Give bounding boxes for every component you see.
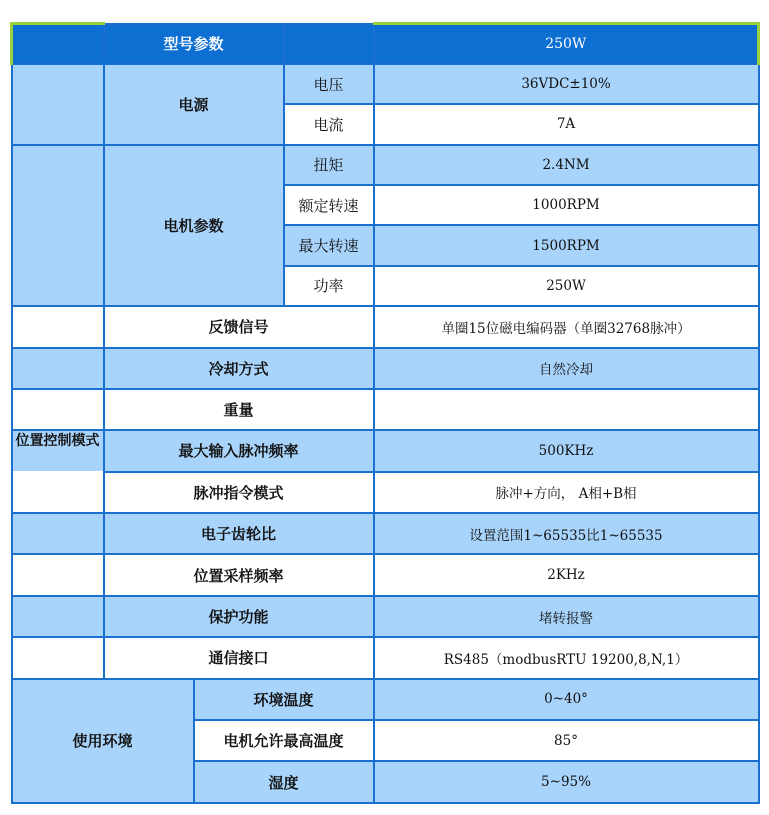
row-label: 电流 (284, 104, 374, 144)
row-value: 0~40° (374, 679, 759, 720)
feedback-label: 反馈信号 (104, 306, 374, 347)
row-value: 250W (374, 266, 759, 306)
row-label: 电压 (284, 64, 374, 104)
feedback-value: 单圈15位磁电编码器（单圈32768脉冲） (374, 306, 759, 347)
row-label: 湿度 (194, 761, 374, 803)
power-label: 电源 (104, 64, 284, 145)
row-label: 最大输入脉冲频率 (104, 430, 374, 471)
row-value: 设置范围1~65535比1~65535 (374, 513, 759, 554)
row-value: 2.4NM (374, 145, 759, 185)
row-value: 85° (374, 720, 759, 761)
table-row (12, 348, 759, 389)
row-value: 5~95% (374, 761, 759, 803)
cooling-value: 自然冷却 (374, 348, 759, 389)
row-label: 电子齿轮比 (104, 513, 374, 554)
row-value: 1000RPM (374, 185, 759, 225)
spec-table (10, 22, 760, 804)
header-row (12, 24, 759, 64)
table-row (12, 554, 759, 595)
table-row (12, 389, 759, 430)
environment-label: 使用环境 (12, 679, 194, 803)
row-value: 2KHz (374, 554, 759, 595)
row-value: 7A (374, 104, 759, 144)
weight-label: 重量 (104, 389, 374, 430)
protection-label: 保护功能 (104, 596, 374, 637)
row-label: 脉冲指令模式 (104, 472, 374, 513)
row-value: 36VDC±10% (374, 64, 759, 104)
row-label: 额定转速 (284, 185, 374, 225)
communication-label: 通信接口 (104, 637, 374, 678)
row-label: 电机允许最高温度 (194, 720, 374, 761)
row-label: 功率 (284, 266, 374, 306)
table-row (12, 145, 759, 185)
row-value: 脉冲+方向， A相+B相 (374, 472, 759, 513)
row-value: 1500RPM (374, 225, 759, 265)
position-control-label: 位置控制模式 (12, 430, 104, 471)
table-row (12, 596, 759, 637)
table-row (12, 64, 759, 104)
table-row (12, 306, 759, 347)
header-value: 250W (374, 24, 759, 64)
row-label: 最大转速 (284, 225, 374, 265)
table-row (12, 430, 759, 471)
header-label: 型号参数 (104, 24, 284, 64)
table-row (12, 679, 759, 720)
table-row (12, 472, 759, 513)
row-label: 环境温度 (194, 679, 374, 720)
protection-value: 堵转报警 (374, 596, 759, 637)
communication-value: RS485（modbusRTU 19200,8,N,1） (374, 637, 759, 678)
table-row (12, 513, 759, 554)
table-row (12, 637, 759, 678)
weight-value (374, 389, 759, 430)
row-label: 扭矩 (284, 145, 374, 185)
row-label: 位置采样频率 (104, 554, 374, 595)
cooling-label: 冷却方式 (104, 348, 374, 389)
motor-label: 电机参数 (104, 145, 284, 307)
row-value: 500KHz (374, 430, 759, 471)
